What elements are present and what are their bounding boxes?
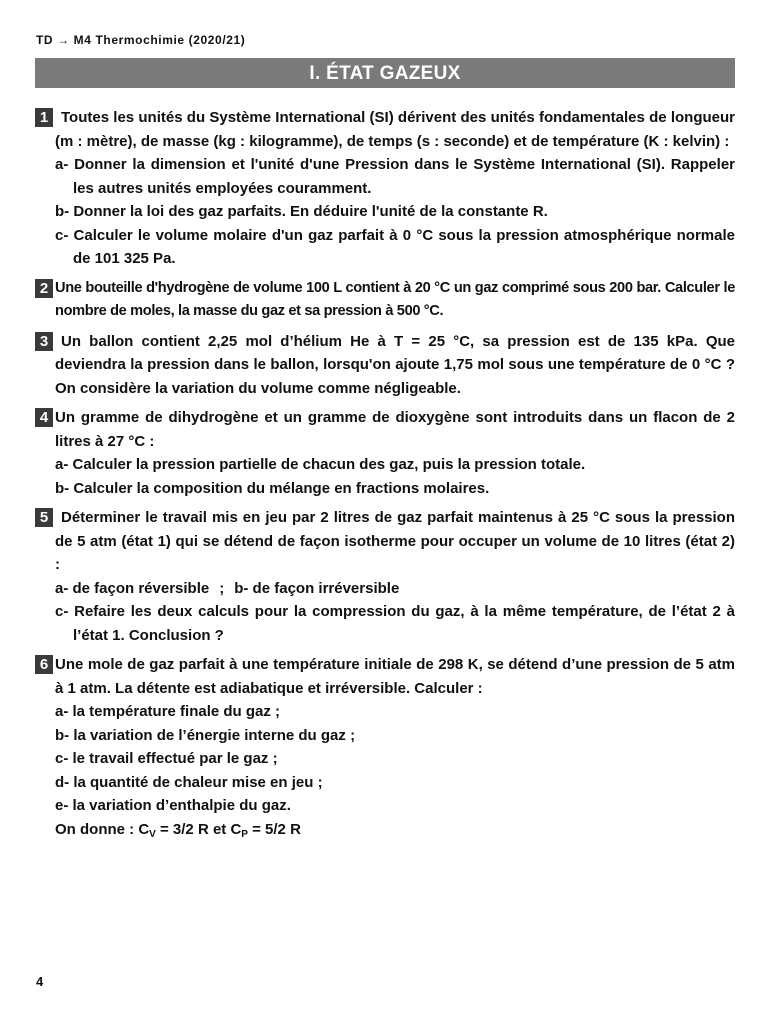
question-item-pair bbox=[55, 577, 735, 601]
question-item: b- Donner la loi des gaz parfaits. En déduire l'unité de la constante R. bbox=[55, 203, 548, 220]
question-item: a- Donner la dimension et l'unité d'une Pression dans le Système International (SI). Rappeler les autres unités employées couramment. bbox=[55, 156, 735, 197]
exercise-number-badge: 3 bbox=[35, 332, 53, 351]
question-item: c- Calculer le volume molaire d'un gaz parfait à 0 °C sous la pression atmosphérique normale de 101 325 Pa. bbox=[55, 226, 735, 267]
question-item: c- Refaire les deux calculs pour la compression du gaz, à la même température, de l’état 2 à l’état 1. Conclusion ? bbox=[55, 603, 735, 644]
question-item: b- la variation de l’énergie interne du gaz ; bbox=[55, 726, 356, 744]
question-item: a- la température finale du gaz ; bbox=[55, 703, 281, 720]
exercise-1 bbox=[35, 106, 735, 271]
subscript-v: V bbox=[149, 828, 156, 840]
exercise-number-badge: 4 bbox=[35, 408, 53, 427]
subscript-p: P bbox=[241, 828, 248, 840]
question-item: d- la quantité de chaleur mise en jeu ; bbox=[55, 773, 323, 791]
cp-value: = 5/2 R bbox=[247, 820, 301, 838]
page-number: 4 bbox=[36, 974, 44, 989]
exercise-number-badge: 2 bbox=[35, 279, 53, 298]
exercise-3 bbox=[35, 330, 735, 401]
item-separator: ; bbox=[219, 579, 225, 597]
question-item: a- de façon réversible bbox=[55, 579, 210, 597]
question-item: c- le travail effectué par le gaz ; bbox=[55, 750, 278, 767]
exercise-statement: Une bouteille d'hydrogène de volume 100 L contient à 20 °C un gaz comprimé sous 200 bar. Calculer le nombre de moles, la masse du gaz et sa pression à 500 °C. bbox=[55, 279, 735, 319]
question-item: b- Calculer la composition du mélange en fractions molaires. bbox=[55, 479, 490, 497]
exercise-5 bbox=[35, 506, 735, 647]
cv-value: = 3/2 R et C bbox=[155, 820, 242, 838]
running-header: TD → M4 Thermochimie (2020/21) bbox=[36, 33, 246, 47]
exercise-number-badge: 1 bbox=[35, 108, 53, 127]
exercise-6 bbox=[35, 653, 735, 846]
question-item: b- de façon irréversible bbox=[234, 579, 400, 597]
question-item: e- la variation d’enthalpie du gaz. bbox=[55, 797, 291, 814]
section-title: I. ÉTAT GAZEUX bbox=[35, 58, 735, 88]
given-data bbox=[55, 818, 735, 847]
exercise-number-badge: 6 bbox=[35, 655, 53, 674]
exercise-statement: Déterminer le travail mis en jeu par 2 litres de gaz parfait maintenus à 25 °C sous la pression de 5 atm (état 1) qui se détend de façon isotherme pour occuper un volume de 10 litres (état 2) : bbox=[55, 509, 735, 573]
exercise-statement: Toutes les unités du Système International (SI) dérivent des unités fondamentales de longueur (m : mètre), de masse (kg : kilogramme), de temps (s : seconde) et de température (K : kelvin) : bbox=[55, 109, 735, 150]
exercise-statement: Une mole de gaz parfait à une température initiale de 298 K, se détend d’une pression de 5 atm à 1 atm. La détente est adiabatique et irréversible. Calculer : bbox=[55, 656, 735, 697]
exercise-statement: Un ballon contient 2,25 mol d’hélium He à T = 25 °C, sa pression est de 135 kPa. Que deviendra la pression dans le ballon, lorsqu'on ajoute 1,75 mol sous une température de 0 °C ? On considère la variation du volume comme négligeable. bbox=[55, 332, 735, 397]
exercise-2 bbox=[35, 277, 735, 324]
exercise-list bbox=[35, 106, 735, 852]
exercise-number-badge: 5 bbox=[35, 508, 53, 527]
given-prefix: On donne : C bbox=[55, 820, 150, 838]
exercise-statement: Un gramme de dihydrogène et un gramme de dioxygène sont introduits dans un flacon de 2 litres à 27 °C : bbox=[55, 409, 735, 450]
exercise-4 bbox=[35, 406, 735, 500]
question-item: a- Calculer la pression partielle de chacun des gaz, puis la pression totale. bbox=[55, 456, 586, 473]
